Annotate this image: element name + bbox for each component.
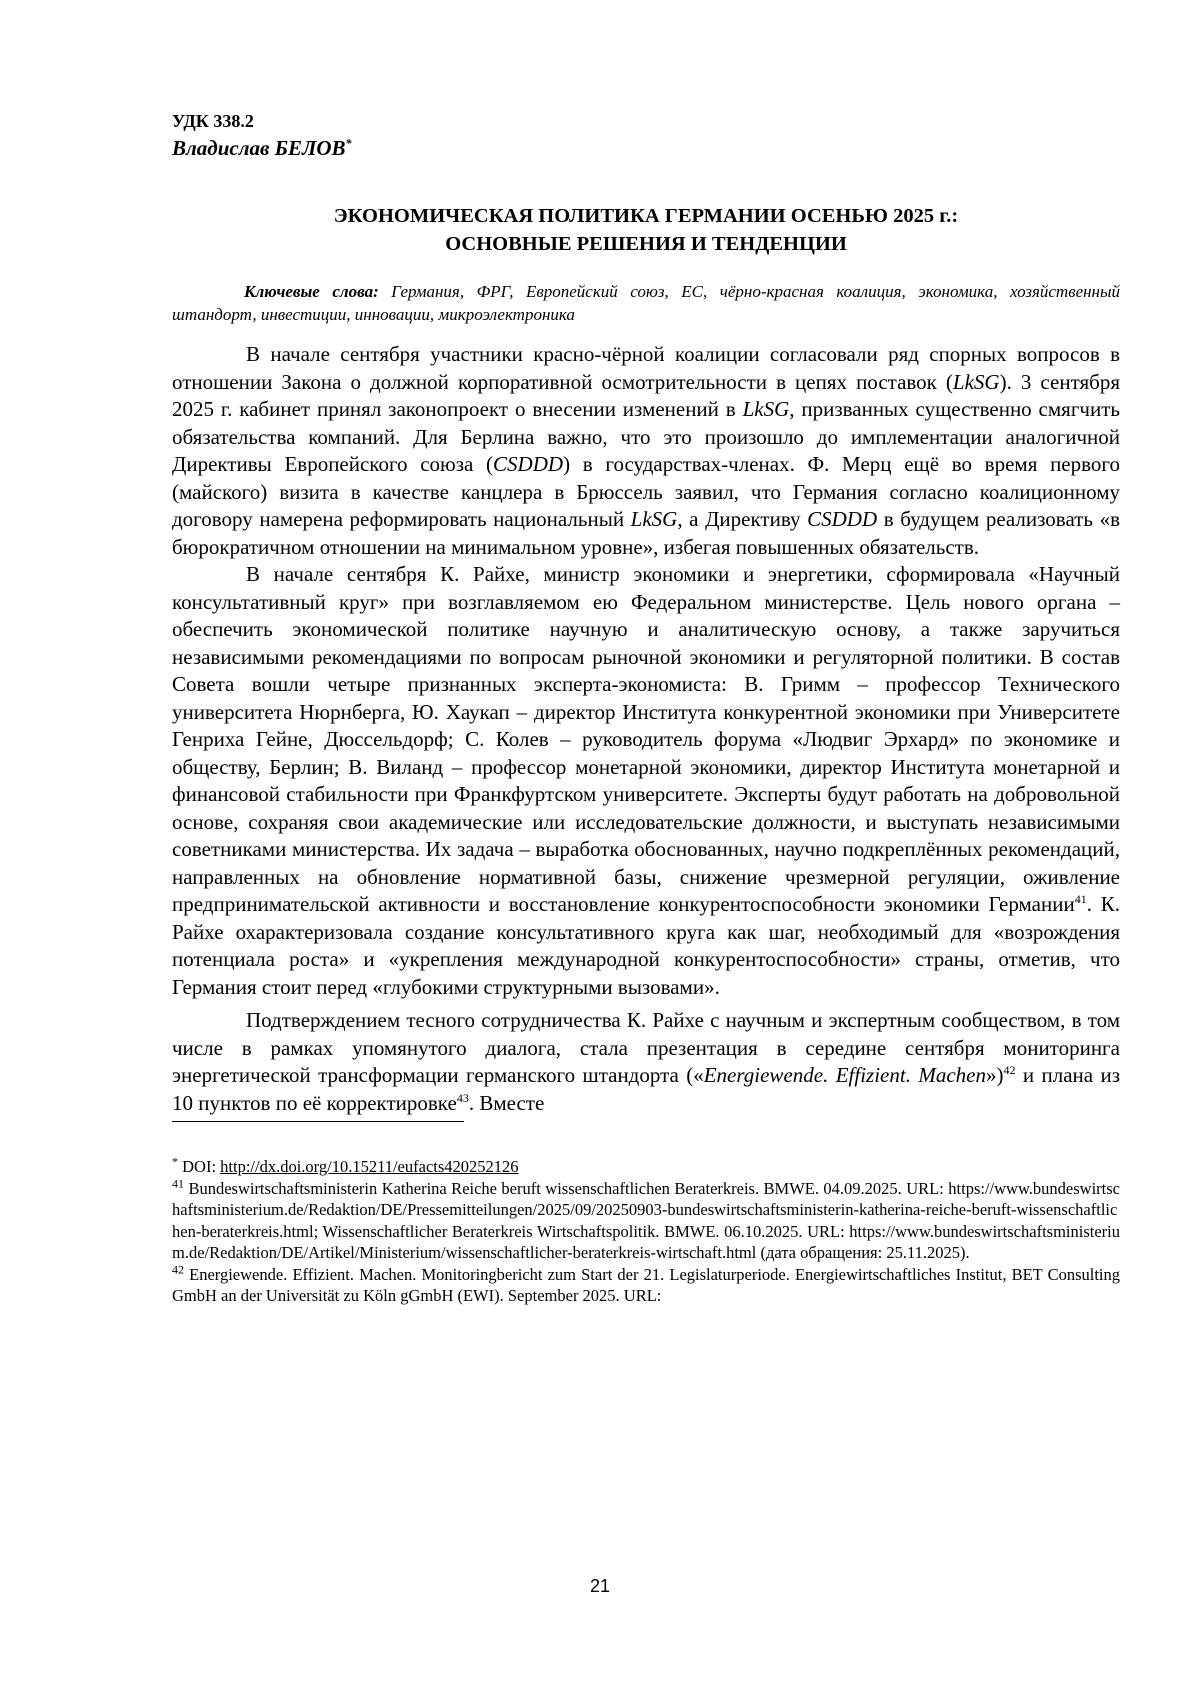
article-page bbox=[172, 108, 1120, 1307]
footnote-ref-42[interactable]: 42 bbox=[1003, 1063, 1016, 1077]
footnote-separator bbox=[172, 1121, 464, 1122]
author-text: Владислав БЕЛОВ bbox=[172, 136, 346, 160]
footnote-42 bbox=[172, 1264, 1120, 1307]
keywords-text: Германия, ФРГ, Европейский союз, ЕС, чёрно-красная коалиция, экономика, хозяйственный штандорт, инвестиции, инновации, микроэлектроника bbox=[172, 282, 1121, 324]
p1-text-e: , а Директиву bbox=[677, 507, 808, 531]
title-line-1: ЭКОНОМИЧЕСКАЯ ПОЛИТИКА ГЕРМАНИИ ОСЕНЬЮ 2025 г.: bbox=[333, 205, 959, 227]
footnote-41-mark: 41 bbox=[172, 1176, 184, 1190]
paragraph-1 bbox=[172, 341, 1120, 561]
article-body bbox=[172, 341, 1120, 1117]
title-line-2: ОСНОВНЫЕ РЕШЕНИЯ И ТЕНДЕНЦИИ bbox=[445, 233, 847, 255]
p1-lksg-3: LkSG bbox=[630, 507, 678, 531]
footnote-41 bbox=[172, 1178, 1120, 1264]
p1-text-b: ). 3 сентября 2025 г. кабинет принял законопроект о внесении изменений в bbox=[172, 369, 1120, 421]
p1-text-f: в будущем реализовать «в бюрократичном отношении на минимальном уровне», избегая повышенных обязательств. bbox=[172, 507, 1120, 559]
footnote-ref-43[interactable]: 43 bbox=[456, 1090, 469, 1105]
footnotes bbox=[172, 1156, 1120, 1307]
doi-link[interactable]: http://dx.doi.org/10.15211/eufacts420252126 bbox=[220, 1157, 519, 1176]
p1-csddd-1: CSDDD bbox=[493, 452, 564, 476]
keywords bbox=[172, 280, 1120, 326]
footnote-star-label: DOI: bbox=[178, 1157, 221, 1176]
p1-csddd-2: CSDDD bbox=[807, 507, 878, 531]
keywords-label: Ключевые слова: bbox=[244, 282, 379, 301]
p3-text-b: ») bbox=[985, 1063, 1004, 1087]
p2-text-a: В начале сентября К. Райхе, министр экономики и энергетики, сформировала «Научный консультативный круг» при возглавляемом ею Федеральном министерстве. Цель нового органа – обеспечить экономической политике научную и аналитическую основу, а также заручиться независимыми рекомендациями по вопросам рыночной экономики и регуляторной политики. В состав Совета вошли четыре признанных эксперта-экономиста: В. Гримм – профессор Технического университета Нюрнберга, Ю. Хаукап – директор Института конкурентной экономики при Университете Генриха Гейне, Дюссельдорф; С. Колев – руководитель форума «Людвиг Эрхард» по экономике и обществу, Берлин; В. Виланд – профессор монетарной экономики, директор Института монетарной и финансовой стабильности при Франкфуртском университете. Эксперты будут работать на добровольной основе, сохраняя свои академические или исследовательские должности, и выступать независимыми советниками министерства. Их задача – выработка обоснованных, научно подкреплённых рекомендаций, направленных на обновление нормативной базы, снижение чрезмерной регуляции, оживление предпринимательской активности и восстановление конкурентоспособности экономики Германии bbox=[172, 562, 1120, 916]
footnote-42-mark: 42 bbox=[172, 1262, 184, 1276]
page-number: 21 bbox=[589, 1576, 611, 1596]
article-title bbox=[172, 202, 1120, 258]
author-name bbox=[172, 134, 1120, 162]
p3-text-a: Подтверждением тесного сотрудничества К. Райхе с научным и экспертным сообществом, в том числе в рамках упомянутого диалога, стала презентация в середине сентября мониторинга энергетической трансформации германского штандорта (« bbox=[172, 1008, 1120, 1087]
p1-text-a: В начале сентября участники красно-чёрной коалиции согласовали ряд спорных вопросов в отношении Закона о должной корпоративной осмотрительности в цепях поставок ( bbox=[172, 342, 1120, 394]
p3-text-c: и плана из 10 пунктов по её корректировке bbox=[172, 1063, 1120, 1115]
p3-report-title: Energiewende. Effizient. Machen bbox=[703, 1063, 986, 1087]
p1-text-c: , призванных существенно смягчить обязательства компаний. Для Берлина важно, что это произошло до имплементации аналогичной Директивы Европейского союза ( bbox=[172, 397, 1120, 476]
footnote-42-text: Energiewende. Effizient. Machen. Monitoringbericht zum Start der 21. Legislaturperiode. Energiewirtschaftliches Institut, BET Consulting GmbH an der Universität zu Köln gGmbH (EWI). September 2025. URL: bbox=[172, 1264, 1120, 1305]
footnote-star bbox=[172, 1156, 1120, 1178]
author-footnote-mark: * bbox=[345, 136, 352, 150]
footnote-41-text: Bundeswirtschaftsministerin Katherina Reiche beruft wissenschaftlichen Beraterkreis. BMWE. 04.09.2025. URL: https://www.bundeswirtschaftsministerium.de/Redaktion/DE/Pressemitteilungen/2025/09/20250903-bundeswirtschaftsministerin-katherina-reiche-beruft-wissenschaftlichen-beraterkreis.html; Wissenschaftlicher Beraterkreis Wirtschaftspolitik. BMWE. 06.10.2025. URL: https://www.bundeswirtschaftsministerium.de/Redaktion/DE/Artikel/Ministerium/wissenschaftlicher-beraterkreis-wirtschaft.html (дата обращения: 25.11.2025). bbox=[172, 1178, 1120, 1262]
p1-lksg-2: LkSG bbox=[742, 397, 790, 421]
udk-code: УДК 338.2 bbox=[172, 111, 254, 131]
paragraph-2 bbox=[172, 561, 1120, 1001]
p2-text-b: . К. Райхе охарактеризовала создание консультативного круга как шаг, необходимый для «возрождения потенциала роста» и «укрепления международной конкурентоспособности» страны, отметив, что Германия стоит перед «глубокими структурными вызовами». bbox=[172, 892, 1120, 999]
paragraph-3 bbox=[172, 1007, 1120, 1117]
footnote-star-mark: * bbox=[172, 1154, 178, 1169]
footnote-ref-41[interactable]: 41 bbox=[1074, 892, 1087, 906]
p1-lksg-1: LkSG bbox=[952, 369, 1000, 394]
p1-text-d: ) в государствах-членах. Ф. Мерц ещё во время первого (майского) визита в качестве канцлера в Брюссель заявил, что Германия согласно коалиционному договору намерена реформировать национальный bbox=[172, 452, 1120, 531]
p3-text-d: . Вместе bbox=[468, 1090, 545, 1115]
